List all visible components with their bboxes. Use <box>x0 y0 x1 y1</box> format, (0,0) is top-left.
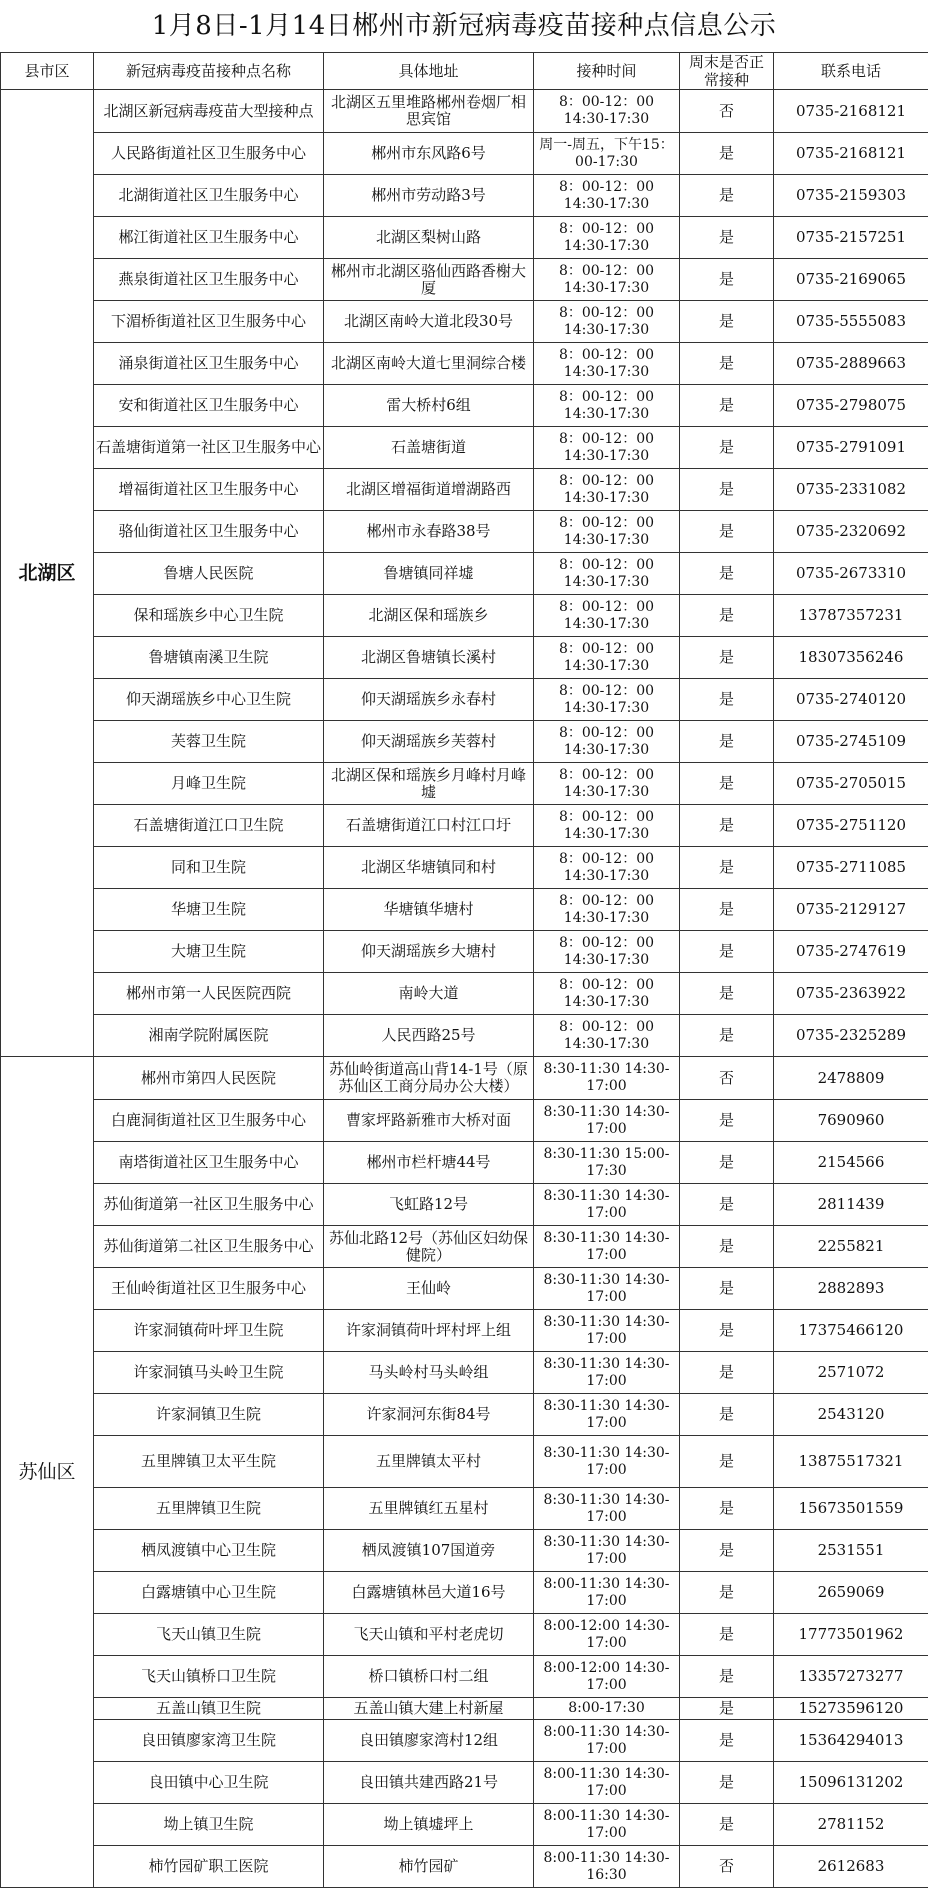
address-cell: 鲁塘镇同祥墟 <box>324 553 534 595</box>
site-name-cell: 苏仙街道第一社区卫生服务中心 <box>94 1184 324 1226</box>
address-cell: 飞虹路12号 <box>324 1184 534 1226</box>
phone-cell: 2612683 <box>774 1846 928 1888</box>
address-cell: 苏仙北路12号（苏仙区妇幼保健院） <box>324 1226 534 1268</box>
hours-cell: 8：00-12：00 14:30-17:30 <box>534 511 680 553</box>
header-site: 新冠病毒疫苗接种点名称 <box>94 53 324 90</box>
address-cell: 郴州市劳动路3号 <box>324 175 534 217</box>
table-row <box>1 259 928 301</box>
phone-cell: 0735-2169065 <box>774 259 928 301</box>
phone-cell: 0735-2363922 <box>774 973 928 1015</box>
address-cell: 白露塘镇林邑大道16号 <box>324 1572 534 1614</box>
address-cell: 良田镇共建西路21号 <box>324 1762 534 1804</box>
phone-cell: 2882893 <box>774 1268 928 1310</box>
hours-cell: 8：00-12：00 14:30-17:30 <box>534 343 680 385</box>
weekend-cell: 是 <box>680 1394 774 1436</box>
table-row <box>1 427 928 469</box>
hours-cell: 8:30-11:30 14:30-17:00 <box>534 1057 680 1100</box>
weekend-cell: 是 <box>680 637 774 679</box>
table-row <box>1 217 928 259</box>
hours-cell: 8:00-11:30 14:30-17:00 <box>534 1762 680 1804</box>
hours-cell: 8：00-12：00 14:30-17:30 <box>534 1015 680 1057</box>
table-row <box>1 1846 928 1888</box>
weekend-cell: 是 <box>680 175 774 217</box>
weekend-cell: 否 <box>680 1846 774 1888</box>
address-cell: 北湖区增福街道增湖路西 <box>324 469 534 511</box>
hours-cell: 8:00-17:30 <box>534 1698 680 1720</box>
table-row <box>1 1656 928 1698</box>
address-cell: 五盖山镇大建上村新屋 <box>324 1698 534 1720</box>
hours-cell: 8:30-11:30 14:30-17:00 <box>534 1100 680 1142</box>
header-address: 具体地址 <box>324 53 534 90</box>
site-name-cell: 燕泉街道社区卫生服务中心 <box>94 259 324 301</box>
site-name-cell: 安和街道社区卫生服务中心 <box>94 385 324 427</box>
table-row <box>1 721 928 763</box>
table-row <box>1 679 928 721</box>
hours-cell: 8：00-12：00 14:30-17:30 <box>534 973 680 1015</box>
weekend-cell: 是 <box>680 1352 774 1394</box>
table-row <box>1 805 928 847</box>
table-row <box>1 301 928 343</box>
address-cell: 许家洞河东街84号 <box>324 1394 534 1436</box>
site-name-cell: 白露塘镇中心卫生院 <box>94 1572 324 1614</box>
hours-cell: 8：00-12：00 14:30-17:30 <box>534 889 680 931</box>
table-row <box>1 469 928 511</box>
site-name-cell: 王仙岭街道社区卫生服务中心 <box>94 1268 324 1310</box>
phone-cell: 0735-2331082 <box>774 469 928 511</box>
table-row <box>1 1720 928 1762</box>
table-row <box>1 1310 928 1352</box>
site-name-cell: 仰天湖瑶族乡中心卫生院 <box>94 679 324 721</box>
table-body <box>1 90 928 1888</box>
weekend-cell: 是 <box>680 595 774 637</box>
weekend-cell: 是 <box>680 469 774 511</box>
phone-cell: 0735-2747619 <box>774 931 928 973</box>
site-name-cell: 郴江街道社区卫生服务中心 <box>94 217 324 259</box>
address-cell: 北湖区南岭大道七里洞综合楼 <box>324 343 534 385</box>
hours-cell: 8：00-12：00 14:30-17:30 <box>534 469 680 511</box>
phone-cell: 0735-2745109 <box>774 721 928 763</box>
phone-cell: 13875517321 <box>774 1436 928 1488</box>
header-hours: 接种时间 <box>534 53 680 90</box>
address-cell: 曹家坪路新雅市大桥对面 <box>324 1100 534 1142</box>
table-row <box>1 1698 928 1720</box>
site-name-cell: 白鹿洞街道社区卫生服务中心 <box>94 1100 324 1142</box>
weekend-cell: 是 <box>680 1614 774 1656</box>
hours-cell: 8:30-11:30 14:30-17:00 <box>534 1226 680 1268</box>
table-row <box>1 1572 928 1614</box>
site-name-cell: 石盖塘街道第一社区卫生服务中心 <box>94 427 324 469</box>
site-name-cell: 人民路街道社区卫生服务中心 <box>94 133 324 175</box>
address-cell: 坳上镇墟坪上 <box>324 1804 534 1846</box>
phone-cell: 15273596120 <box>774 1698 928 1720</box>
weekend-cell: 是 <box>680 1100 774 1142</box>
address-cell: 北湖区保和瑶族乡月峰村月峰墟 <box>324 763 534 805</box>
hours-cell: 8:00-11:30 14:30-17:00 <box>534 1720 680 1762</box>
hours-cell: 8:30-11:30 14:30-17:00 <box>534 1184 680 1226</box>
weekend-cell: 是 <box>680 133 774 175</box>
table-row <box>1 1226 928 1268</box>
table-row <box>1 1804 928 1846</box>
site-name-cell: 许家洞镇荷叶坪卫生院 <box>94 1310 324 1352</box>
hours-cell: 8：00-12：00 14:30-17:30 <box>534 427 680 469</box>
address-cell: 栖凤渡镇107国道旁 <box>324 1530 534 1572</box>
site-name-cell: 栖凤渡镇中心卫生院 <box>94 1530 324 1572</box>
header-weekend: 周末是否正常接种 <box>680 53 774 90</box>
weekend-cell: 是 <box>680 1226 774 1268</box>
phone-cell: 0735-2740120 <box>774 679 928 721</box>
address-cell: 石盖塘街道江口村江口圩 <box>324 805 534 847</box>
address-cell: 桥口镇桥口村二组 <box>324 1656 534 1698</box>
hours-cell: 8:30-11:30 14:30-17:00 <box>534 1310 680 1352</box>
hours-cell: 8：00-12：00 14:30-17:30 <box>534 301 680 343</box>
phone-cell: 0735-2159303 <box>774 175 928 217</box>
site-name-cell: 五里牌镇卫生院 <box>94 1488 324 1530</box>
site-name-cell: 华塘卫生院 <box>94 889 324 931</box>
table-row <box>1 1436 928 1488</box>
header-phone: 联系电话 <box>774 53 928 90</box>
hours-cell: 8:00-12:00 14:30-17:00 <box>534 1656 680 1698</box>
site-name-cell: 鲁塘镇南溪卫生院 <box>94 637 324 679</box>
weekend-cell: 是 <box>680 721 774 763</box>
address-cell: 华塘镇华塘村 <box>324 889 534 931</box>
site-name-cell: 增福街道社区卫生服务中心 <box>94 469 324 511</box>
site-name-cell: 柿竹园矿职工医院 <box>94 1846 324 1888</box>
table-row <box>1 973 928 1015</box>
hours-cell: 8：00-12：00 14:30-17:30 <box>534 385 680 427</box>
hours-cell: 8：00-12：00 14:30-17:30 <box>534 847 680 889</box>
hours-cell: 8：00-12：00 14:30-17:30 <box>534 259 680 301</box>
site-name-cell: 鲁塘人民医院 <box>94 553 324 595</box>
address-cell: 北湖区梨树山路 <box>324 217 534 259</box>
address-cell: 郴州市东风路6号 <box>324 133 534 175</box>
phone-cell: 0735-2320692 <box>774 511 928 553</box>
table-row <box>1 889 928 931</box>
hours-cell: 周一-周五，下午15：00-17:30 <box>534 133 680 175</box>
phone-cell: 7690960 <box>774 1100 928 1142</box>
weekend-cell: 是 <box>680 973 774 1015</box>
site-name-cell: 郴州市第四人民医院 <box>94 1057 324 1100</box>
phone-cell: 2531551 <box>774 1530 928 1572</box>
header-row <box>1 53 928 90</box>
address-cell: 王仙岭 <box>324 1268 534 1310</box>
site-name-cell: 大塘卫生院 <box>94 931 324 973</box>
hours-cell: 8：00-12：00 14:30-17:30 <box>534 637 680 679</box>
site-name-cell: 涌泉街道社区卫生服务中心 <box>94 343 324 385</box>
weekend-cell: 否 <box>680 90 774 133</box>
phone-cell: 18307356246 <box>774 637 928 679</box>
table-row <box>1 1530 928 1572</box>
site-name-cell: 下湄桥街道社区卫生服务中心 <box>94 301 324 343</box>
site-name-cell: 月峰卫生院 <box>94 763 324 805</box>
weekend-cell: 是 <box>680 763 774 805</box>
table-row <box>1 931 928 973</box>
hours-cell: 8：00-12：00 14:30-17:30 <box>534 763 680 805</box>
site-name-cell: 苏仙街道第二社区卫生服务中心 <box>94 1226 324 1268</box>
site-name-cell: 骆仙街道社区卫生服务中心 <box>94 511 324 553</box>
site-name-cell: 保和瑶族乡中心卫生院 <box>94 595 324 637</box>
table-row <box>1 1268 928 1310</box>
weekend-cell: 是 <box>680 1804 774 1846</box>
phone-cell: 2255821 <box>774 1226 928 1268</box>
phone-cell: 2781152 <box>774 1804 928 1846</box>
table-row <box>1 637 928 679</box>
weekend-cell: 是 <box>680 217 774 259</box>
phone-cell: 0735-2711085 <box>774 847 928 889</box>
hours-cell: 8:00-12:00 14:30-17:00 <box>534 1614 680 1656</box>
phone-cell: 0735-2129127 <box>774 889 928 931</box>
weekend-cell: 是 <box>680 1268 774 1310</box>
weekend-cell: 是 <box>680 1530 774 1572</box>
phone-cell: 2811439 <box>774 1184 928 1226</box>
weekend-cell: 是 <box>680 1184 774 1226</box>
phone-cell: 2154566 <box>774 1142 928 1184</box>
weekend-cell: 是 <box>680 1698 774 1720</box>
address-cell: 柿竹园矿 <box>324 1846 534 1888</box>
hours-cell: 8:30-11:30 14:30-17:00 <box>534 1488 680 1530</box>
address-cell: 石盖塘街道 <box>324 427 534 469</box>
table-row <box>1 763 928 805</box>
hours-cell: 8：00-12：00 14:30-17:30 <box>534 217 680 259</box>
address-cell: 郴州市北湖区骆仙西路香榭大厦 <box>324 259 534 301</box>
weekend-cell: 是 <box>680 1310 774 1352</box>
site-name-cell: 五里牌镇卫太平生院 <box>94 1436 324 1488</box>
district-cell: 北湖区 <box>1 90 94 1057</box>
site-name-cell: 南塔街道社区卫生服务中心 <box>94 1142 324 1184</box>
site-name-cell: 良田镇中心卫生院 <box>94 1762 324 1804</box>
phone-cell: 0735-2798075 <box>774 385 928 427</box>
weekend-cell: 是 <box>680 679 774 721</box>
table-row <box>1 133 928 175</box>
table-row <box>1 1100 928 1142</box>
address-cell: 仰天湖瑶族乡大塘村 <box>324 931 534 973</box>
address-cell: 苏仙岭街道高山背14-1号（原苏仙区工商分局办公大楼） <box>324 1057 534 1100</box>
phone-cell: 13357273277 <box>774 1656 928 1698</box>
district-cell: 苏仙区 <box>1 1057 94 1888</box>
phone-cell: 15673501559 <box>774 1488 928 1530</box>
table-row <box>1 1015 928 1057</box>
table-row <box>1 1762 928 1804</box>
weekend-cell: 是 <box>680 1488 774 1530</box>
hours-cell: 8：00-12：00 14:30-17:30 <box>534 679 680 721</box>
weekend-cell: 是 <box>680 427 774 469</box>
phone-cell: 2659069 <box>774 1572 928 1614</box>
address-cell: 五里牌镇太平村 <box>324 1436 534 1488</box>
site-name-cell: 许家洞镇马头岭卫生院 <box>94 1352 324 1394</box>
hours-cell: 8:00-11:30 14:30-17:00 <box>534 1804 680 1846</box>
table-row <box>1 90 928 133</box>
address-cell: 飞天山镇和平村老虎切 <box>324 1614 534 1656</box>
phone-cell: 2478809 <box>774 1057 928 1100</box>
table-row <box>1 1614 928 1656</box>
page-title: 1月8日-1月14日郴州市新冠病毒疫苗接种点信息公示 <box>151 11 777 41</box>
phone-cell: 2543120 <box>774 1394 928 1436</box>
phone-cell: 0735-2791091 <box>774 427 928 469</box>
site-name-cell: 郴州市第一人民医院西院 <box>94 973 324 1015</box>
address-cell: 许家洞镇荷叶坪村坪上组 <box>324 1310 534 1352</box>
weekend-cell: 是 <box>680 385 774 427</box>
table-row <box>1 343 928 385</box>
address-cell: 雷大桥村6组 <box>324 385 534 427</box>
weekend-cell: 是 <box>680 1720 774 1762</box>
hours-cell: 8:00-11:30 14:30-16:30 <box>534 1846 680 1888</box>
hours-cell: 8:30-11:30 14:30-17:00 <box>534 1268 680 1310</box>
hours-cell: 8：00-12：00 14:30-17:30 <box>534 553 680 595</box>
address-cell: 仰天湖瑶族乡永春村 <box>324 679 534 721</box>
phone-cell: 0735-2168121 <box>774 90 928 133</box>
phone-cell: 0735-2325289 <box>774 1015 928 1057</box>
table-row <box>1 1142 928 1184</box>
weekend-cell: 是 <box>680 343 774 385</box>
table-row <box>1 511 928 553</box>
site-name-cell: 坳上镇卫生院 <box>94 1804 324 1846</box>
phone-cell: 0735-2168121 <box>774 133 928 175</box>
hours-cell: 8:30-11:30 15:00-17:30 <box>534 1142 680 1184</box>
phone-cell: 0735-2157251 <box>774 217 928 259</box>
address-cell: 五里牌镇红五星村 <box>324 1488 534 1530</box>
site-name-cell: 飞天山镇卫生院 <box>94 1614 324 1656</box>
address-cell: 南岭大道 <box>324 973 534 1015</box>
weekend-cell: 是 <box>680 511 774 553</box>
phone-cell: 15364294013 <box>774 1720 928 1762</box>
weekend-cell: 是 <box>680 1436 774 1488</box>
hours-cell: 8：00-12：00 14:30-17:30 <box>534 805 680 847</box>
weekend-cell: 是 <box>680 301 774 343</box>
hours-cell: 8：00-12：00 14:30-17:30 <box>534 721 680 763</box>
vaccination-sites-table <box>0 52 928 1888</box>
phone-cell: 0735-2751120 <box>774 805 928 847</box>
weekend-cell: 是 <box>680 1015 774 1057</box>
table-row <box>1 1394 928 1436</box>
site-name-cell: 许家洞镇卫生院 <box>94 1394 324 1436</box>
weekend-cell: 是 <box>680 1762 774 1804</box>
phone-cell: 15096131202 <box>774 1762 928 1804</box>
phone-cell: 17375466120 <box>774 1310 928 1352</box>
address-cell: 马头岭村马头岭组 <box>324 1352 534 1394</box>
weekend-cell: 是 <box>680 889 774 931</box>
site-name-cell: 北湖区新冠病毒疫苗大型接种点 <box>94 90 324 133</box>
weekend-cell: 是 <box>680 847 774 889</box>
phone-cell: 17773501962 <box>774 1614 928 1656</box>
weekend-cell: 是 <box>680 1572 774 1614</box>
address-cell: 良田镇廖家湾村12组 <box>324 1720 534 1762</box>
phone-cell: 13787357231 <box>774 595 928 637</box>
hours-cell: 8：00-12：00 14:30-17:30 <box>534 90 680 133</box>
phone-cell: 0735-2673310 <box>774 553 928 595</box>
hours-cell: 8:30-11:30 14:30-17:00 <box>534 1394 680 1436</box>
hours-cell: 8：00-12：00 14:30-17:30 <box>534 595 680 637</box>
site-name-cell: 良田镇廖家湾卫生院 <box>94 1720 324 1762</box>
phone-cell: 2571072 <box>774 1352 928 1394</box>
hours-cell: 8：00-12：00 14:30-17:30 <box>534 931 680 973</box>
address-cell: 北湖区五里堆路郴州卷烟厂相思宾馆 <box>324 90 534 133</box>
phone-cell: 0735-5555083 <box>774 301 928 343</box>
header-district: 县市区 <box>1 53 94 90</box>
hours-cell: 8:30-11:30 14:30-17:00 <box>534 1530 680 1572</box>
site-name-cell: 五盖山镇卫生院 <box>94 1698 324 1720</box>
table-row <box>1 175 928 217</box>
hours-cell: 8：00-12：00 14:30-17:30 <box>534 175 680 217</box>
site-name-cell: 北湖街道社区卫生服务中心 <box>94 175 324 217</box>
address-cell: 郴州市栏杆塘44号 <box>324 1142 534 1184</box>
hours-cell: 8:30-11:30 14:30-17:00 <box>534 1352 680 1394</box>
address-cell: 北湖区保和瑶族乡 <box>324 595 534 637</box>
table-row <box>1 1057 928 1100</box>
weekend-cell: 是 <box>680 805 774 847</box>
weekend-cell: 是 <box>680 1656 774 1698</box>
site-name-cell: 飞天山镇桥口卫生院 <box>94 1656 324 1698</box>
table-row <box>1 553 928 595</box>
phone-cell: 0735-2889663 <box>774 343 928 385</box>
weekend-cell: 是 <box>680 259 774 301</box>
site-name-cell: 石盖塘街道江口卫生院 <box>94 805 324 847</box>
site-name-cell: 湘南学院附属医院 <box>94 1015 324 1057</box>
phone-cell: 0735-2705015 <box>774 763 928 805</box>
table-row <box>1 1352 928 1394</box>
site-name-cell: 芙蓉卫生院 <box>94 721 324 763</box>
address-cell: 郴州市永春路38号 <box>324 511 534 553</box>
address-cell: 人民西路25号 <box>324 1015 534 1057</box>
table-row <box>1 595 928 637</box>
site-name-cell: 同和卫生院 <box>94 847 324 889</box>
hours-cell: 8:00-11:30 14:30-17:00 <box>534 1572 680 1614</box>
hours-cell: 8:30-11:30 14:30-17:00 <box>534 1436 680 1488</box>
address-cell: 北湖区南岭大道北段30号 <box>324 301 534 343</box>
weekend-cell: 是 <box>680 1142 774 1184</box>
weekend-cell: 是 <box>680 931 774 973</box>
weekend-cell: 否 <box>680 1057 774 1100</box>
table-row <box>1 1488 928 1530</box>
weekend-cell: 是 <box>680 553 774 595</box>
table-row <box>1 847 928 889</box>
address-cell: 北湖区华塘镇同和村 <box>324 847 534 889</box>
address-cell: 仰天湖瑶族乡芙蓉村 <box>324 721 534 763</box>
table-row <box>1 385 928 427</box>
table-row <box>1 1184 928 1226</box>
address-cell: 北湖区鲁塘镇长溪村 <box>324 637 534 679</box>
